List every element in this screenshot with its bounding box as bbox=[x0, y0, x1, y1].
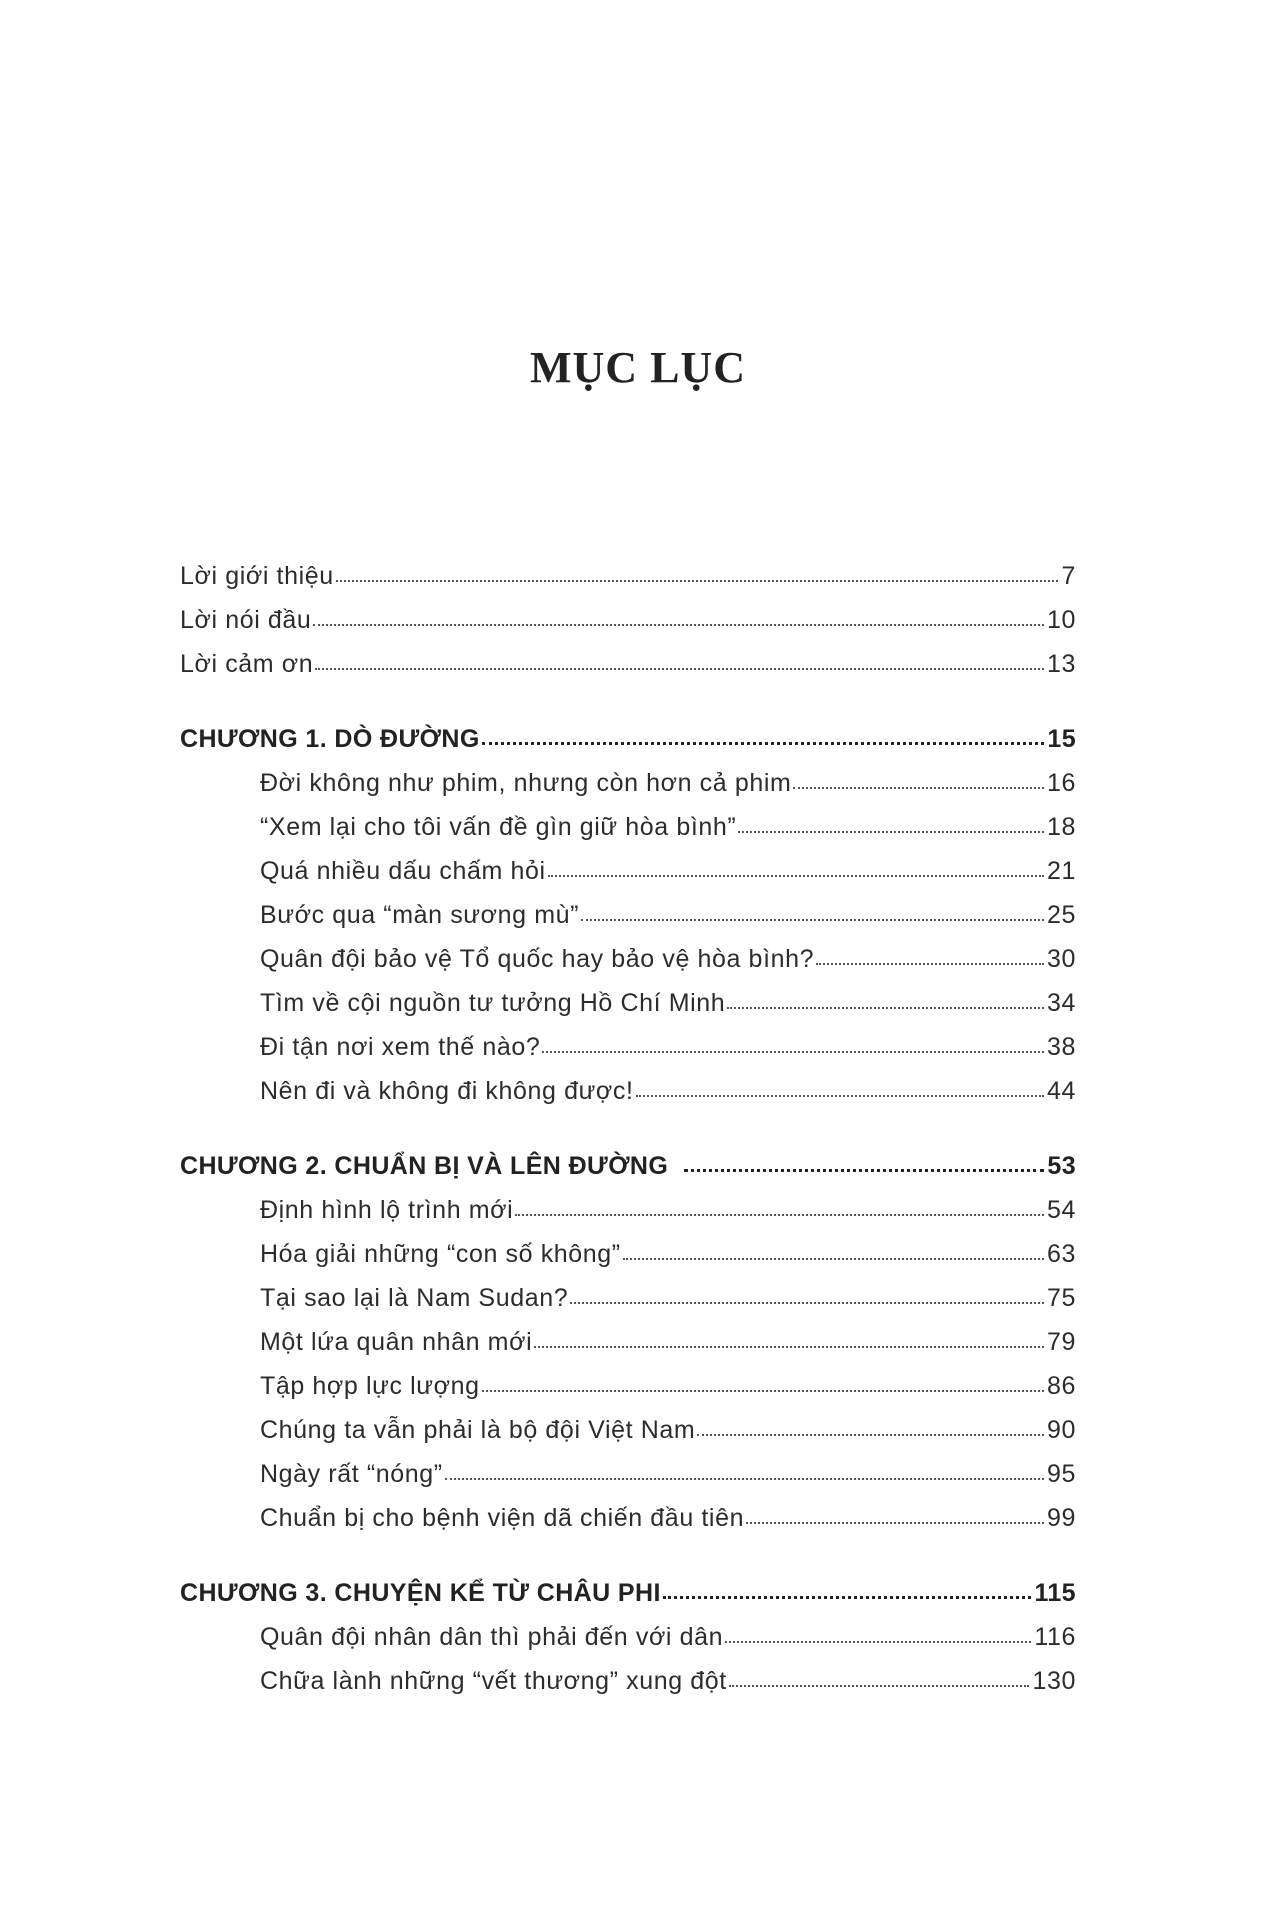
toc-section-1-7[interactable] bbox=[260, 1033, 1076, 1067]
dot-leader bbox=[746, 1518, 1044, 1524]
section-title: Hóa giải những “con số không” bbox=[260, 1240, 621, 1268]
toc-section-2-5[interactable] bbox=[260, 1372, 1076, 1406]
toc-section-2-1[interactable] bbox=[260, 1196, 1076, 1230]
toc-section-3-2[interactable] bbox=[260, 1667, 1076, 1701]
section-title: Quân đội nhân dân thì phải đến với dân bbox=[260, 1623, 724, 1651]
chapter-title: CHƯƠNG 3. CHUYỆN KỂ TỪ CHÂU PHI bbox=[180, 1579, 661, 1607]
chapter-page-number: 15 bbox=[1047, 725, 1076, 753]
section-page-number: 116 bbox=[1034, 1623, 1076, 1651]
dot-leader bbox=[623, 1254, 1044, 1260]
toc-entry-introduction[interactable] bbox=[180, 562, 1076, 596]
section-title: Bước qua “màn sương mù” bbox=[260, 901, 580, 929]
dot-leader bbox=[738, 827, 1044, 833]
section-page-number: 16 bbox=[1046, 769, 1076, 797]
toc-section-2-7[interactable] bbox=[260, 1460, 1076, 1494]
dot-leader bbox=[336, 576, 1059, 582]
toc-section-3-1[interactable] bbox=[260, 1623, 1076, 1657]
dot-leader bbox=[729, 1681, 1030, 1687]
toc-section-1-4[interactable] bbox=[260, 901, 1076, 935]
section-page-number: 54 bbox=[1046, 1196, 1076, 1224]
section-title: Chuẩn bị cho bệnh viện dã chiến đầu tiên bbox=[260, 1504, 745, 1532]
section-page-number: 99 bbox=[1046, 1504, 1076, 1532]
dot-leader bbox=[534, 1342, 1044, 1348]
toc-page-number: 7 bbox=[1061, 562, 1076, 590]
section-title: Định hình lộ trình mới bbox=[260, 1196, 514, 1224]
toc-section-1-5[interactable] bbox=[260, 945, 1076, 979]
section-page-number: 63 bbox=[1046, 1240, 1076, 1268]
section-page-number: 34 bbox=[1046, 989, 1076, 1017]
section-title: Tìm về cội nguồn tư tưởng Hồ Chí Minh bbox=[260, 989, 726, 1017]
toc-section-2-3[interactable] bbox=[260, 1284, 1076, 1318]
dot-leader bbox=[445, 1474, 1044, 1480]
toc-section-2-2[interactable] bbox=[260, 1240, 1076, 1274]
section-title: Chữa lành những “vết thương” xung đột bbox=[260, 1667, 727, 1695]
toc-section-2-8[interactable] bbox=[260, 1504, 1076, 1538]
dot-leader bbox=[581, 915, 1044, 921]
toc-section-2-4[interactable] bbox=[260, 1328, 1076, 1362]
section-title: Quá nhiều dấu chấm hỏi bbox=[260, 857, 546, 885]
toc-page-number: 10 bbox=[1046, 606, 1076, 634]
dot-leader bbox=[548, 871, 1044, 877]
toc-section-2-6[interactable] bbox=[260, 1416, 1076, 1450]
dot-leader bbox=[816, 959, 1044, 965]
section-title: Một lứa quân nhân mới bbox=[260, 1328, 533, 1356]
dot-leader bbox=[570, 1298, 1044, 1304]
section-page-number: 79 bbox=[1046, 1328, 1076, 1356]
section-title: Nên đi và không đi không được! bbox=[260, 1077, 634, 1105]
section-page-number: 75 bbox=[1046, 1284, 1076, 1312]
section-title: Chúng ta vẫn phải là bộ đội Việt Nam bbox=[260, 1416, 696, 1444]
page-title: MỤC LỤC bbox=[530, 343, 746, 392]
toc-section-1-1[interactable] bbox=[260, 769, 1076, 803]
dot-leader bbox=[793, 783, 1044, 789]
toc-section-1-6[interactable] bbox=[260, 989, 1076, 1023]
dot-leader bbox=[697, 1430, 1044, 1436]
dot-leader bbox=[515, 1210, 1044, 1216]
dot-leader bbox=[636, 1091, 1044, 1097]
section-title: Đời không như phim, nhưng còn hơn cả phim bbox=[260, 769, 792, 797]
chapter-page-number: 53 bbox=[1047, 1152, 1076, 1180]
dot-leader bbox=[315, 664, 1044, 670]
section-page-number: 18 bbox=[1046, 813, 1076, 841]
section-page-number: 130 bbox=[1032, 1667, 1076, 1695]
chapter-title: CHƯƠNG 2. CHUẨN BỊ VÀ LÊN ĐƯỜNG bbox=[180, 1152, 669, 1180]
dot-leader bbox=[684, 1165, 1044, 1172]
section-title: Ngày rất “nóng” bbox=[260, 1460, 443, 1488]
section-title: Tập hợp lực lượng bbox=[260, 1372, 480, 1400]
dot-leader bbox=[725, 1637, 1031, 1643]
toc-chapter-3[interactable] bbox=[180, 1579, 1076, 1613]
section-page-number: 25 bbox=[1046, 901, 1076, 929]
section-page-number: 95 bbox=[1046, 1460, 1076, 1488]
toc-entry-acknowledgements[interactable] bbox=[180, 650, 1076, 684]
section-page-number: 38 bbox=[1046, 1033, 1076, 1061]
section-page-number: 86 bbox=[1046, 1372, 1076, 1400]
chapter-title: CHƯƠNG 1. DÒ ĐƯỜNG bbox=[180, 725, 480, 753]
toc-entry-foreword[interactable] bbox=[180, 606, 1076, 640]
toc-entry-title: Lời nói đầu bbox=[180, 606, 312, 634]
section-page-number: 21 bbox=[1046, 857, 1076, 885]
dot-leader bbox=[663, 1592, 1032, 1599]
chapter-page-number: 115 bbox=[1034, 1579, 1076, 1607]
dot-leader bbox=[542, 1047, 1044, 1053]
section-page-number: 90 bbox=[1046, 1416, 1076, 1444]
toc-section-1-3[interactable] bbox=[260, 857, 1076, 891]
dot-leader bbox=[727, 1003, 1044, 1009]
section-title: “Xem lại cho tôi vấn đề gìn giữ hòa bình” bbox=[260, 813, 737, 841]
toc-chapter-1[interactable] bbox=[180, 725, 1076, 759]
toc-entry-title: Lời cảm ơn bbox=[180, 650, 314, 678]
section-title: Đi tận nơi xem thế nào? bbox=[260, 1033, 541, 1061]
section-title: Tại sao lại là Nam Sudan? bbox=[260, 1284, 569, 1312]
toc-entry-title: Lời giới thiệu bbox=[180, 562, 334, 590]
toc-section-1-8[interactable] bbox=[260, 1077, 1076, 1111]
section-title: Quân đội bảo vệ Tổ quốc hay bảo vệ hòa bình? bbox=[260, 945, 815, 973]
toc-chapter-2[interactable] bbox=[180, 1152, 1076, 1186]
section-page-number: 44 bbox=[1046, 1077, 1076, 1105]
toc-page-number: 13 bbox=[1046, 650, 1076, 678]
dot-leader bbox=[313, 620, 1044, 626]
toc-section-1-2[interactable] bbox=[260, 813, 1076, 847]
section-page-number: 30 bbox=[1046, 945, 1076, 973]
dot-leader bbox=[482, 1386, 1044, 1392]
dot-leader bbox=[482, 738, 1045, 745]
